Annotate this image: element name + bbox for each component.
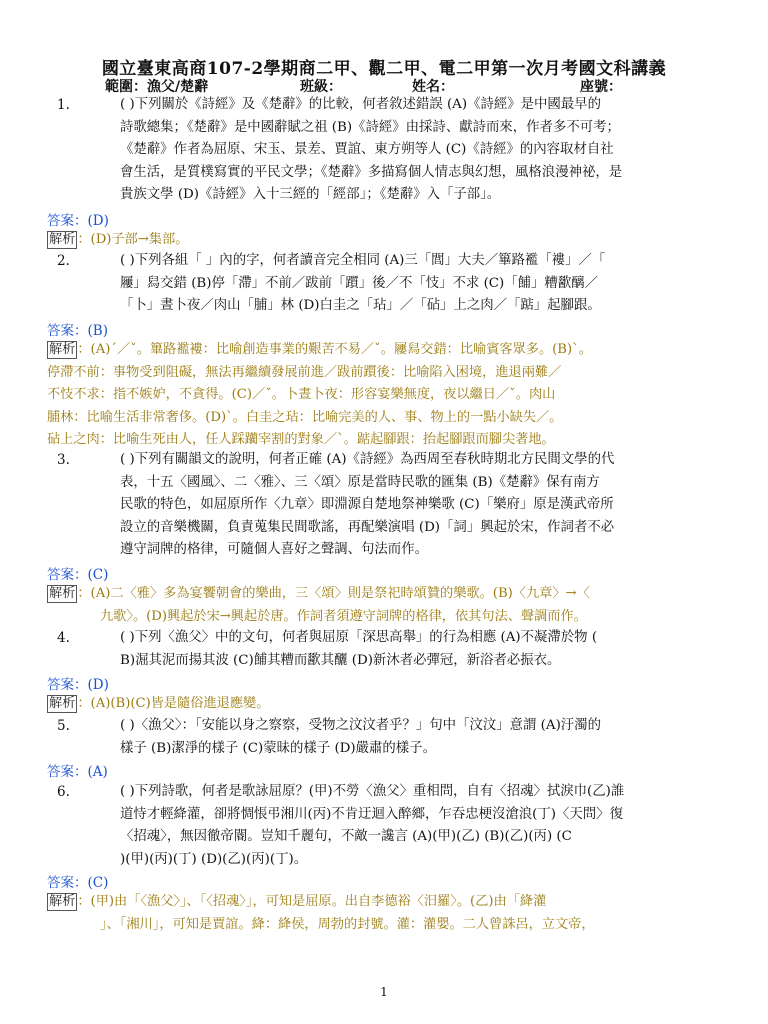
question-line: 貴族文學 (D)《詩經》入十三經的「經部」；《楚辭》入「子部」。 [120,187,501,202]
answer-value: (C) [87,875,109,891]
answer-prefix: 答案： [47,677,88,693]
explanation [47,693,722,716]
question-number: 5. [57,718,70,734]
question-line: ( )〈漁父〉：「安能以身之察察，受物之汶汶者乎？」句中「汶汶」意謂 (A)汙濁的 [120,718,601,733]
seat-label: 座號： [580,79,622,95]
question-line: 會生活，是質樸寫實的平民文學；《楚辭》多描寫個人情志與幻想，風格浪漫神祕，是 [120,164,623,180]
name-label: 姓名： [412,79,454,95]
question-number: 2. [57,253,70,269]
answer-value: (B) [87,323,108,339]
question-6-text [120,781,710,871]
answer-line [47,319,108,339]
question-number: 1. [57,97,70,113]
question-1-text [120,94,710,207]
question-line: ( )下列〈漁父〉中的文句，何者與屈原「深思高舉」的行為相應 (A)不凝滯於物 ( [120,630,598,645]
explanation [47,339,722,452]
answer-prefix: 答案： [47,567,88,583]
explanation-line: 」、「湘川」，可知是賈誼。絳：絳侯，周勃的封號。灌：灌嬰。二人曾誅呂，立文帝， [100,916,595,932]
explanation-line [47,891,722,914]
question-line: 詩歌總集；《楚辭》是中國辭賦之祖 (B)《詩經》由採詩、獻詩而來，作者多不可考； [120,119,620,135]
answer-value: (C) [87,567,109,583]
explanation-badge: 解析 [49,342,76,357]
question-line: 遵守詞牌的格律，可隨個人喜好之聲調、句法而作。 [120,542,428,557]
explanation-badge: 解析 [49,894,76,909]
explanation-text: ：(A)ˊ／ˇ。篳路襤褸：比喻創造事業的艱苦不易／ˇ。屨舄交錯：比喻賓客眾多。(B)ˋ。 [77,342,592,357]
explanation-text: ：(甲)由「〈漁父〉」、「〈招魂〉」，可知是屈原。出自李德裕〈汨羅〉。(乙)由「絳灌 [77,894,547,909]
explanation-line: 不忮不求：指不嫉妒，不貪得。(C)／ˇ。卜晝卜夜：形容宴樂無度，夜以繼日／ˇ。肉山 [47,387,556,402]
explanation [47,891,722,936]
question-line: 樣子 (B)潔淨的樣子 (C)蒙昧的樣子 (D)嚴肅的樣子。 [120,740,436,756]
explanation-line: 停滯不前：事物受到阻礙，無法再繼續發展前進／跋前躓後：比喻陷入困境，進退兩難／ [47,364,562,380]
answer-line [47,563,108,583]
question-number: 3. [57,452,70,468]
class-label: 班級： [300,79,342,95]
question-line: ( )下列詩歌，何者是歌詠屈原？(甲)不勞〈漁父〉重相問，自有〈招魂〉拭淚巾(乙)誰 [120,784,625,799]
question-line: 〈招魂〉，無因徹帝閽。豈知千麗句，不敵一讒言 (A)(甲)(乙) (B)(乙)(丙) (C [120,829,572,844]
explanation-text: ：(A)(B)(C)皆是隨俗進退應變。 [77,696,270,711]
explanation [47,229,722,252]
question-line: 「卜」晝卜夜／肉山「脯」林 (D)白圭之「玷」／「砧」上之肉／「踮」起腳跟。 [120,298,601,313]
question-3-text [120,449,710,562]
explanation-badge: 解析 [49,696,76,711]
answer-prefix: 答案： [47,323,88,339]
explanation-line: 砧上之肉：比喻生死由人，任人踩躪宰割的對象／ˋ。踮起腳跟：抬起腳跟而腳尖著地。 [47,432,555,447]
explanation-line [47,229,722,252]
question-line: )(甲)(丙)(丁) (D)(乙)(丙)(丁)。 [120,851,308,867]
question-line: ( )下列關於《詩經》及《楚辭》的比較，何者敘述錯誤 (A)《詩經》是中國最早的 [120,97,601,112]
question-line: 設立的音樂機關，負責蒐集民間歌謠，再配樂演唱 (D)「詞」興起於宋，作詞者不必 [120,519,615,535]
question-line: 表，十五〈國風〉、二〈雅〉、三〈頌〉原是當時民歌的匯集 (B)《楚辭》保有南方 [120,474,600,490]
answer-prefix: 答案： [47,213,88,229]
explanation-line [47,583,722,606]
explanation-line: 脯林：比喻生活非常奢侈。(D)ˋ。白圭之玷：比喻完美的人、事、物上的一點小缺失／。 [47,409,563,425]
question-number: 6. [57,784,70,800]
question-line: 道恃才輕絳灌，卻將惆悵弔湘川(丙)不肯迂迴入醉鄉，乍吞忠梗沒滄浪(丁)〈天問〉復 [120,806,623,822]
answer-prefix: 答案： [47,875,88,891]
answer-value: (D) [87,677,109,693]
question-line: 屨」舄交錯 (B)停「滯」不前／跋前「躓」後／不「忮」不求 (C)「餔」糟歠醨／ [120,275,598,291]
document-title: 國立臺東高商107-2學期商二甲、觀二甲、電二甲第一次月考國文科講義 [101,59,667,79]
explanation-line [47,693,722,716]
explanation [47,583,722,628]
explanation-text: ：(A)二〈雅〉多為宴饗朝會的樂曲，三〈頌〉則是祭祀時頌贊的樂歌。(B)〈九章〉→〈 [77,586,590,601]
question-number: 4. [57,630,70,646]
explanation-line [47,339,722,362]
explanation-line: 九歌〉。(D)興起於宋→興起於唐。作詞者須遵守詞牌的格律，依其句法、聲調而作。 [100,608,587,624]
answer-line [47,673,109,693]
answer-line [47,871,108,891]
explanation-badge: 解析 [49,586,76,601]
question-line: 《楚辭》作者為屈原、宋玉、景差、賈誼、東方朔等人 (C)《詩經》的內容取材自社 [120,142,614,157]
answer-value: (A) [87,764,108,780]
answer-value: (D) [87,213,109,229]
explanation-text: ：(D)子部→集部。 [77,232,189,247]
question-4-text [120,627,710,672]
explanation-badge: 解析 [49,232,76,247]
page-number: 1 [380,985,388,999]
question-line: 民歌的特色，如屈原所作〈九章〉即淵源自楚地祭神樂歌 (C)「樂府」原是漢武帝所 [120,497,614,512]
answer-prefix: 答案： [47,764,88,780]
answer-line [47,760,108,780]
question-5-text [120,715,710,760]
scope-label: 範圍：漁父/楚辭 [105,79,209,95]
question-line: ( )下列各組「 」內的字，何者讀音完全相同 (A)三「閭」大夫／篳路襤「褸」／「 [120,253,606,268]
question-line: B)淈其泥而揚其波 (C)餔其糟而歠其釃 (D)新沐者必彈冠，新浴者必振衣。 [120,652,561,668]
question-2-text [120,250,710,318]
question-line: ( )下列有關韻文的說明，何者正確 (A)《詩經》為西周至春秋時期北方民間文學的代 [120,452,615,467]
answer-line [47,209,109,229]
